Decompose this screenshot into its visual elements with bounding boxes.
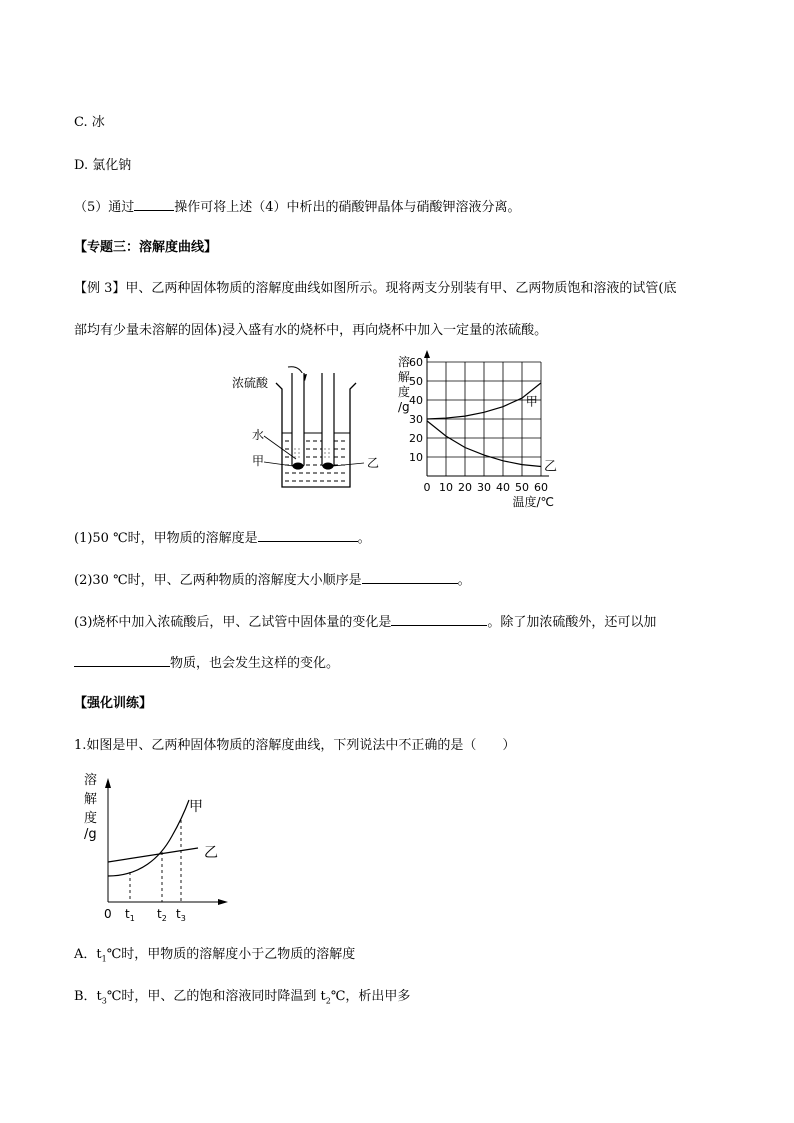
answer-b-post: ℃，析出甲多	[330, 989, 411, 1004]
chart2-series-jia: 甲	[189, 799, 203, 815]
answer-b-sub2: 2	[325, 996, 331, 1006]
answer-a-post: ℃时，甲物质的溶解度小于乙物质的溶解度	[106, 947, 356, 962]
q3-3-blank-2[interactable]	[74, 654, 170, 667]
q3-2-blank[interactable]	[362, 571, 458, 584]
topic3-heading: 【专题三：溶解度曲线】	[74, 240, 218, 255]
practice-heading: 【强化训练】	[74, 696, 153, 711]
q3-1-end: 。	[357, 531, 371, 546]
q3-3-text-end: 物质，也会发生这样的变化。	[170, 656, 340, 671]
chart1-ylabel-char: 解	[398, 370, 411, 384]
solubility-chart-2	[80, 768, 240, 926]
answer-b	[74, 985, 410, 1006]
chart1-y-tick-label: 50	[409, 375, 423, 388]
chart1-x-tick-label: 60	[534, 481, 548, 494]
chart1-y-tick-label: 20	[409, 432, 423, 445]
q3-1-blank[interactable]	[258, 529, 358, 542]
answer-b-mid: ℃时，甲、乙的饱和溶液同时降温到 t	[106, 989, 326, 1004]
q3-3-blank-1[interactable]	[391, 613, 487, 626]
answer-a-pre: A．t	[74, 947, 102, 962]
q3-3-text: (3)烧杯中加入浓硫酸后，甲、乙试管中固体量的变化是	[74, 615, 392, 630]
example3-line1: 【例 3】甲、乙两种固体物质的溶解度曲线如图所示。现将两支分别装有甲、乙两物质饱和溶液的试管(底	[74, 281, 677, 296]
yi-label: 乙	[367, 456, 380, 470]
chart1-y-tick-label: 60	[409, 356, 423, 369]
question-3-1	[74, 527, 371, 546]
answer-b-pre: B．t	[74, 989, 102, 1004]
beaker-figure	[230, 355, 380, 495]
chart2-ylabel-2: 解	[84, 792, 98, 807]
jia-label: 甲	[252, 454, 265, 468]
chart2-ylabel-4: /g	[84, 827, 97, 842]
chart1-ylabel-char: 溶	[398, 355, 411, 369]
solubility-chart-1	[395, 350, 575, 510]
answer-b-sub: 3	[101, 996, 107, 1006]
chart1-ylabel-char: 度	[398, 385, 411, 399]
q5-text-before: （5）通过	[74, 200, 135, 215]
chart2-series-yi: 乙	[204, 845, 218, 861]
chart1-y-tick-label: 10	[409, 451, 423, 464]
chart2-t3: $t_3$	[176, 907, 186, 923]
example3-line2: 部均有少量未溶解的固体)浸入盛有水的烧杯中，再向烧杯中加入一定量的浓硫酸。	[74, 323, 548, 338]
q5-blank[interactable]	[134, 198, 174, 211]
question-3-2	[74, 569, 471, 588]
chart2-origin: 0	[104, 907, 112, 921]
answer-a	[74, 943, 355, 964]
chart1-xlabel: 温度/℃	[512, 495, 555, 509]
chart1-x-tick-label: 30	[477, 481, 491, 494]
chart1-y-arrow	[424, 350, 430, 358]
question-5	[74, 196, 521, 215]
chart2-t1: $t_1$	[125, 907, 135, 923]
option-c: C. 冰	[74, 115, 105, 130]
chart1-series-yi-label: 乙	[544, 459, 558, 475]
chart1-ylabel-char: /g	[398, 400, 410, 414]
q3-2-end: 。	[457, 573, 471, 588]
chart1-x-tick-label: 40	[496, 481, 510, 494]
option-d: D. 氯化钠	[74, 158, 132, 173]
chart1-x-tick-label: 10	[439, 481, 453, 494]
chart2-ylabel-1: 溶	[84, 773, 98, 788]
chart1-y-tick-label: 40	[409, 394, 423, 407]
chart1-series-jia-label: 甲	[525, 394, 538, 409]
acid-label: 浓硫酸	[232, 376, 269, 390]
chart2-ylabel-3: 度	[84, 811, 98, 826]
practice-question-1: 1.如图是甲、乙两种固体物质的溶解度曲线，下列说法中不正确的是（ ）	[74, 738, 516, 753]
chart1-y-tick-label: 30	[409, 413, 423, 426]
q5-text-after: 操作可将上述（4）中析出的硝酸钾晶体与硝酸钾溶液分离。	[174, 200, 521, 215]
q3-2-text: (2)30 ℃时，甲、乙两种物质的溶解度大小顺序是	[74, 573, 362, 588]
chart1-x-tick-label: 50	[515, 481, 529, 494]
chart1-x-tick-label: 0	[423, 481, 431, 494]
q3-1-text: (1)50 ℃时，甲物质的溶解度是	[74, 531, 258, 546]
chart1-x-tick-label: 20	[458, 481, 472, 494]
question-3-3-cont	[74, 652, 339, 671]
chart2-t2: $t_2$	[157, 907, 167, 923]
question-3-3	[74, 611, 656, 630]
q3-3-text-mid: 。除了加浓硫酸外，还可以加	[487, 615, 657, 630]
water-label: 水	[252, 428, 265, 442]
answer-a-sub: 1	[101, 954, 107, 964]
